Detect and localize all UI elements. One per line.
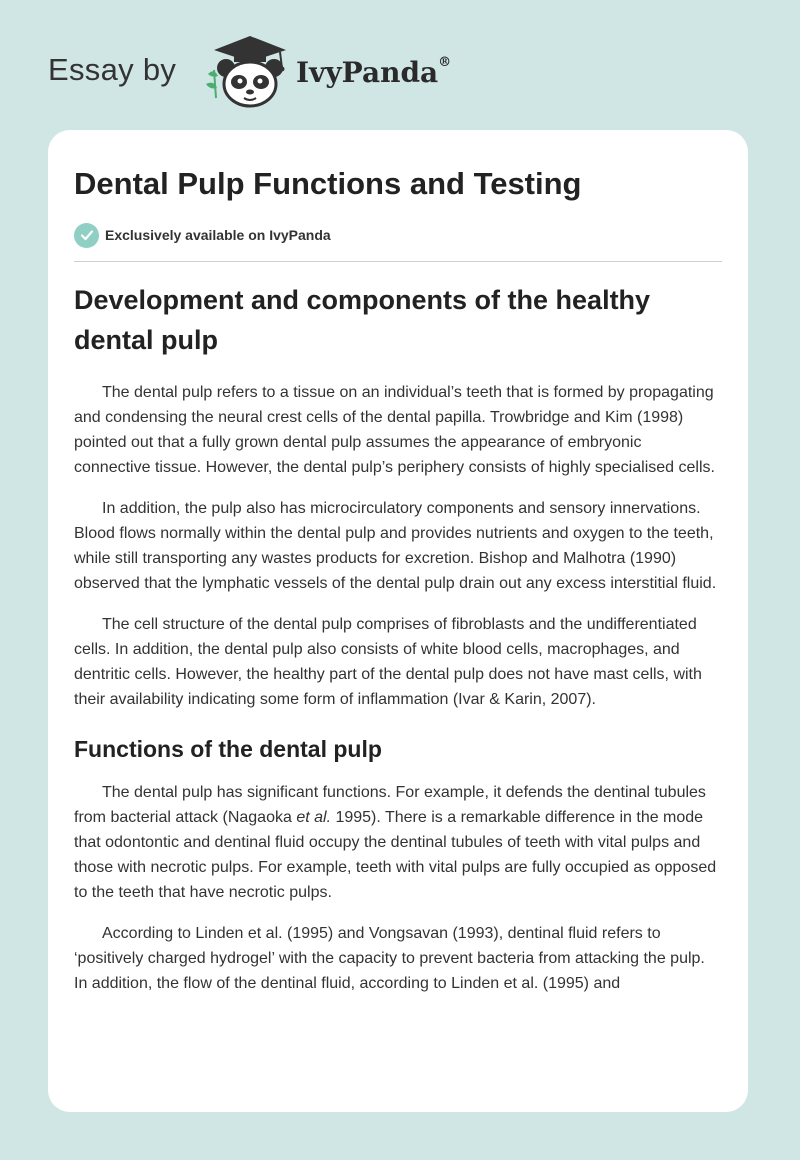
exclusive-badge bbox=[74, 222, 331, 248]
paragraph: The dental pulp has significant functions. For example, it defends the dentinal tubules from bacterial attack (Nagaoka et al. 1995). There is a remarkable difference in the mode that odontontic and dentinal fluid occupy the dentinal tubules of teeth with vital pulps and those with necrotic pulps. For example, teeth with vital pulps are fully occupied as opposed to the teeth that have necrotic pulps. bbox=[74, 784, 717, 901]
section-heading-development: Development and components of the healthy dental pulp bbox=[74, 285, 651, 355]
registered-mark: ® bbox=[438, 54, 452, 70]
article-title: Dental Pulp Functions and Testing bbox=[74, 166, 582, 201]
panda-graduate-logo-icon[interactable] bbox=[200, 30, 300, 110]
check-icon bbox=[74, 223, 99, 248]
site-header bbox=[48, 30, 752, 110]
title-divider bbox=[74, 261, 722, 262]
article-card bbox=[48, 130, 748, 1112]
brand-name[interactable]: IvyPanda® bbox=[296, 54, 452, 89]
paragraph: The cell structure of the dental pulp comprises of fibroblasts and the undifferentiated cells. In addition, the dental pulp also consists of white blood cells, macrophages, and dentritic cells. However, the healthy part of the dental pulp does not have mast cells, with their availability indicating some form of inflammation (Ivar & Karin, 2007). bbox=[74, 616, 702, 708]
paragraph: In addition, the pulp also has microcirculatory components and sensory innervations. Blood flows normally within the dental pulp and provides nutrients and oxygen to the teeth, while still transporting any wastes products for excretion. Bishop and Malhotra (1990) observed that the lymphatic vessels of the dental pulp drain out any excess interstitial fluid. bbox=[74, 500, 717, 592]
article-body bbox=[74, 280, 722, 996]
section-heading-functions: Functions of the dental pulp bbox=[74, 736, 382, 762]
emphasis-et-al: et al. bbox=[296, 809, 332, 826]
paragraph: According to Linden et al. (1995) and Vongsavan (1993), dentinal fluid refers to ‘positively charged hydrogel’ with the capacity to prevent bacteria from attacking the pulp. In addition, the flow of the dentinal fluid, according to Linden et al. (1995) and bbox=[74, 925, 705, 992]
exclusive-badge-label: Exclusively available on IvyPanda bbox=[105, 227, 331, 243]
paragraph: The dental pulp refers to a tissue on an individual’s teeth that is formed by propagating and condensing the neural crest cells of the dental papilla. Trowbridge and Kim (1998) pointed out that a fully grown dental pulp assumes the appearance of embryonic connective tissue. However, the dental pulp’s periphery consists of highly specialised cells. bbox=[74, 384, 715, 476]
essay-by-label: Essay by bbox=[48, 52, 177, 87]
